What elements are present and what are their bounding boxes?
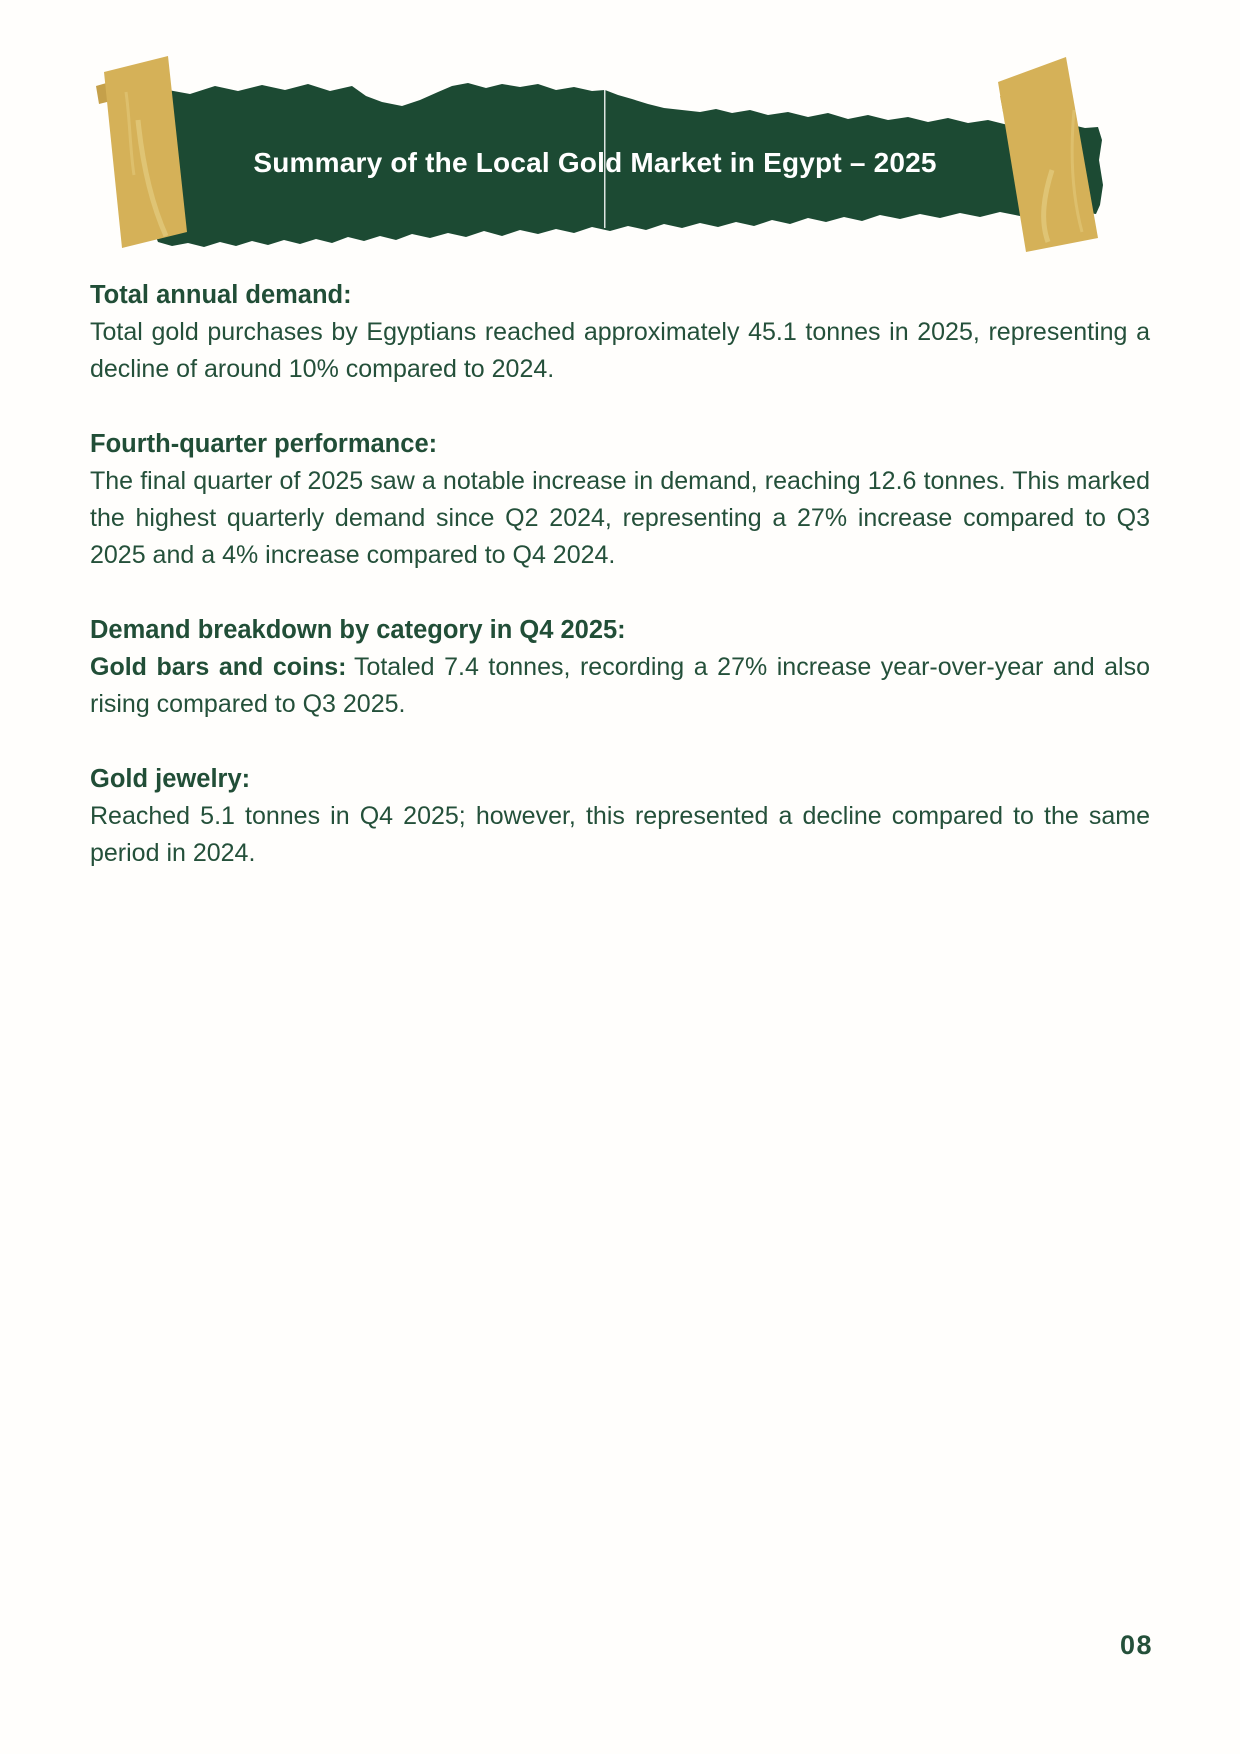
section-heading: Total annual demand: — [90, 281, 352, 309]
section-body — [90, 649, 1150, 723]
section-fourth-quarter-performance — [90, 426, 1150, 574]
section-heading: Demand breakdown by category in Q4 2025: — [90, 616, 626, 644]
section-lead: Gold bars and coins: — [90, 653, 347, 681]
section-body: Reached 5.1 tonnes in Q4 2025; however, this represented a decline compared to the same period in 2024. — [90, 802, 1150, 867]
section-body: The final quarter of 2025 saw a notable increase in demand, reaching 12.6 tonnes. This marked the highest quarterly demand since Q2 2024, representing a 27% increase compared to Q3 2025 and a 4% increase compared to Q4 2024. — [90, 467, 1150, 569]
section-heading: Gold jewelry: — [90, 765, 251, 793]
section-demand-breakdown — [90, 612, 1150, 723]
section-body: Total gold purchases by Egyptians reached approximately 45.1 tonnes in 2025, representing a decline of around 10% compared to 2024. — [90, 318, 1150, 383]
section-body-text: Totaled 7.4 tonnes, recording a 27% increase year-over-year and also rising compared to Q3 2025. — [90, 653, 1151, 718]
section-gold-jewelry — [90, 761, 1150, 872]
page-content — [90, 277, 1150, 910]
page-number: 08 — [1119, 1630, 1153, 1660]
section-total-annual-demand — [90, 277, 1150, 388]
banner-title: Summary of the Local Gold Market in Egypt – 2025 — [253, 147, 937, 178]
header-banner — [0, 0, 1240, 300]
section-heading: Fourth-quarter performance: — [90, 430, 438, 458]
